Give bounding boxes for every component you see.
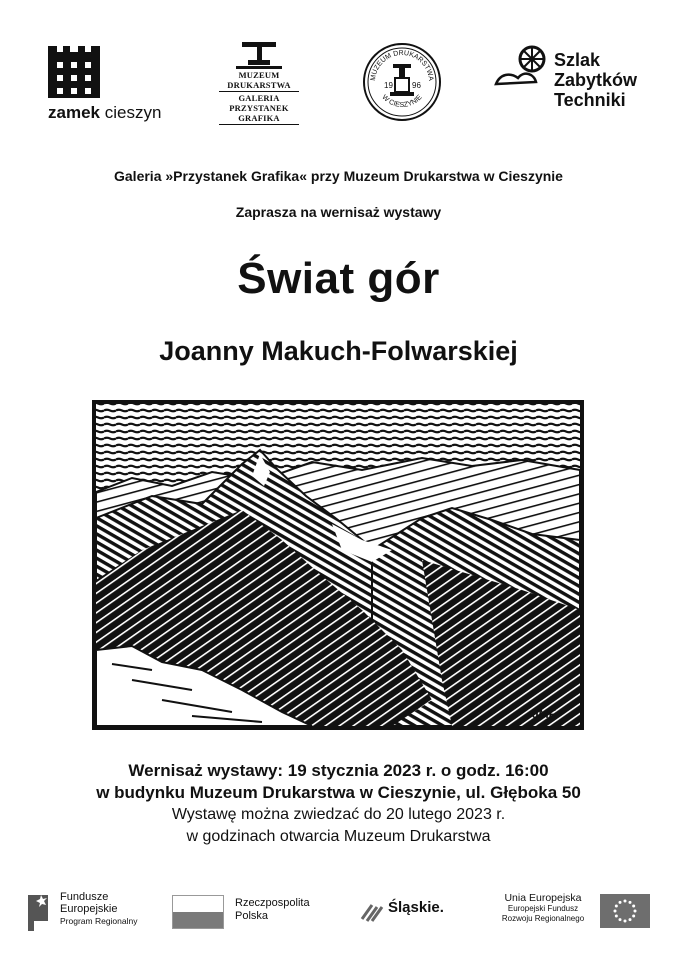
mountain-linocut-artwork bbox=[92, 400, 584, 730]
rzeczpospolita-polska-logo bbox=[172, 892, 342, 932]
slaskie-logo bbox=[360, 897, 470, 927]
press-icon bbox=[390, 64, 414, 96]
eu-star bbox=[624, 900, 627, 903]
eu-star bbox=[634, 910, 637, 913]
eu-star bbox=[629, 901, 632, 904]
seal-top-text: MUZEUM DRUKARSTWA bbox=[369, 49, 435, 82]
szlak-text: Szlak Zabytków Techniki bbox=[554, 50, 638, 110]
zamek-cieszyn-logo bbox=[48, 46, 173, 126]
eu-star bbox=[619, 918, 622, 921]
visiting-period-line: Wystawę można zwiedzać do 20 lutego 2023 r. bbox=[171, 806, 506, 823]
szlak-zabytkow-techniki-logo bbox=[494, 44, 654, 124]
muzeum-drukarstwa-logo bbox=[213, 42, 305, 124]
muzeum-divider-bottom bbox=[219, 124, 299, 125]
funding-logos-bar bbox=[0, 875, 677, 945]
eu-star bbox=[624, 920, 627, 923]
artist-name: Joanny Makuch-Folwarskiej bbox=[159, 336, 518, 366]
muzeum-line-3: PRZYSTANEK GRAFIKA bbox=[229, 103, 289, 123]
seal-bottom-text: W CIESZYNIE bbox=[380, 93, 424, 109]
seal-year-right: 96 bbox=[412, 81, 421, 90]
seal-year-left: 19 bbox=[384, 81, 393, 90]
slaskie-stripes-icon bbox=[360, 901, 386, 923]
fe-text: Fundusze Europejskie Program Regionalny bbox=[60, 891, 138, 926]
opening-date-line: Wernisaż wystawy: 19 stycznia 2023 r. o godz. 16:00 bbox=[128, 761, 549, 780]
ue-text: Unia Europejska Europejski Fundusz Rozwoju Regionalnego bbox=[501, 892, 585, 923]
eu-star bbox=[629, 918, 632, 921]
muzeum-divider bbox=[219, 91, 299, 92]
eu-star bbox=[615, 915, 618, 918]
eu-star bbox=[632, 915, 635, 918]
exhibition-title: Świat gór bbox=[237, 254, 440, 303]
museum-seal-logo bbox=[362, 42, 442, 122]
rp-text: Rzeczpospolita Polska bbox=[235, 897, 310, 922]
artist-signature: JMF bbox=[532, 707, 556, 721]
eu-star bbox=[619, 901, 622, 904]
eu-flag-icon bbox=[600, 894, 650, 928]
muzeum-line-2: GALERIA bbox=[238, 93, 280, 103]
eu-star bbox=[614, 910, 617, 913]
unia-europejska-logo bbox=[490, 890, 660, 936]
printing-press-icon bbox=[234, 42, 284, 70]
galeria-heading: Galeria »Przystanek Grafika« przy Muzeum Drukarstwa w Cieszynie bbox=[114, 168, 563, 184]
slaskie-text: Śląskie. bbox=[388, 899, 444, 916]
fe-emblem-icon bbox=[28, 895, 54, 931]
invitation-line: Zaprasza na wernisaż wystawy bbox=[235, 204, 442, 220]
eu-star bbox=[632, 905, 635, 908]
fundusze-europejskie-logo bbox=[28, 891, 168, 937]
zamek-cieszyn-text: zamek cieszyn bbox=[48, 103, 162, 122]
eu-star bbox=[615, 905, 618, 908]
castle-icon bbox=[48, 46, 100, 98]
venue-address-line: w budynku Muzeum Drukarstwa w Cieszynie, ul. Głęboka 50 bbox=[96, 783, 581, 802]
muzeum-line-1: MUZEUM DRUKARSTWA bbox=[227, 70, 291, 90]
polish-flag-icon bbox=[172, 895, 224, 929]
bicycle-wheel-icon bbox=[494, 44, 554, 88]
opening-hours-line: w godzinach otwarcia Muzeum Drukarstwa bbox=[186, 828, 491, 845]
